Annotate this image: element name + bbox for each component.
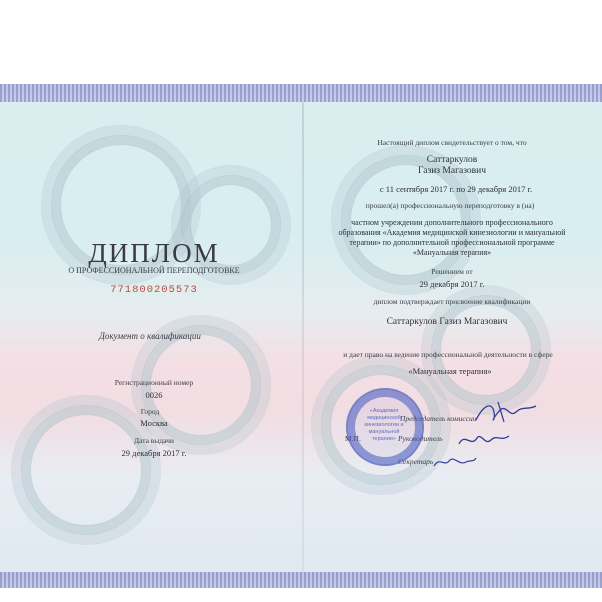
diploma-subtitle: О ПРОФЕССИОНАЛЬНОЙ ПЕРЕПОДГОТОВКЕ bbox=[68, 266, 240, 275]
professional-right-text: и дает право на ведение профессиональной деятельности в сфере bbox=[343, 350, 553, 359]
secretary-signature bbox=[430, 452, 480, 472]
registration-label: Регистрационный номер bbox=[114, 378, 194, 387]
qualification-confirmation-text: диплом подтверждает присвоение квалификации bbox=[373, 297, 531, 306]
head-signature bbox=[455, 428, 515, 452]
holder-full-name: Саттаркулов Газиз Магазович bbox=[386, 317, 508, 327]
seal-place-label: М.П. bbox=[345, 434, 361, 443]
diploma-sheet bbox=[0, 84, 602, 588]
holder-given-names: Газиз Магазович bbox=[417, 166, 487, 176]
bottom-ornament-band bbox=[0, 572, 602, 588]
head-label: Руководитель bbox=[398, 434, 443, 443]
professional-sphere: «Мануальная терапия» bbox=[408, 366, 492, 376]
organization-line-1: частном учреждении дополнительного профессионального bbox=[351, 218, 553, 227]
chair-signature bbox=[470, 398, 550, 428]
certificate-intro: Настоящий диплом свидетельствует о том, что bbox=[377, 138, 527, 147]
decision-label: Решением от bbox=[431, 267, 473, 276]
issue-date-label: Дата выдачи bbox=[133, 436, 175, 445]
commission-chair-label: Председатель комиссии bbox=[400, 414, 477, 423]
top-ornament-band bbox=[0, 84, 602, 102]
organization-line-4: «Мануальная терапия» bbox=[412, 248, 492, 257]
organization-line-3: терапии» по дополнительной профессиональной программе bbox=[349, 238, 555, 247]
registration-value: 0026 bbox=[145, 390, 163, 400]
city-value: Москва bbox=[140, 418, 168, 428]
document-type: Документ о квалификации bbox=[99, 331, 201, 341]
stamp-text: «Академия медицинской кинезиологии и мануальной терапии» bbox=[364, 408, 404, 442]
issue-date-value: 29 декабря 2017 г. bbox=[121, 448, 187, 458]
rosette-ornament bbox=[30, 414, 142, 526]
holder-surname: Саттаркулов bbox=[426, 155, 478, 165]
serial-number: 771800205573 bbox=[110, 284, 198, 296]
passed-training-text: прошел(а) профессиональную переподготовку в (на) bbox=[365, 201, 535, 210]
organization-line-2: образования «Академия медицинской кинезиологии и мануальной bbox=[338, 228, 566, 237]
secretary-label: Секретарь bbox=[398, 457, 434, 466]
decision-date: 29 декабря 2017 г. bbox=[419, 279, 485, 289]
diploma-title: ДИПЛОМ bbox=[88, 238, 220, 268]
city-label: Город bbox=[140, 407, 160, 416]
study-period: с 11 сентября 2017 г. по 29 декабря 2017 г. bbox=[379, 184, 533, 194]
page-fold bbox=[302, 102, 304, 572]
